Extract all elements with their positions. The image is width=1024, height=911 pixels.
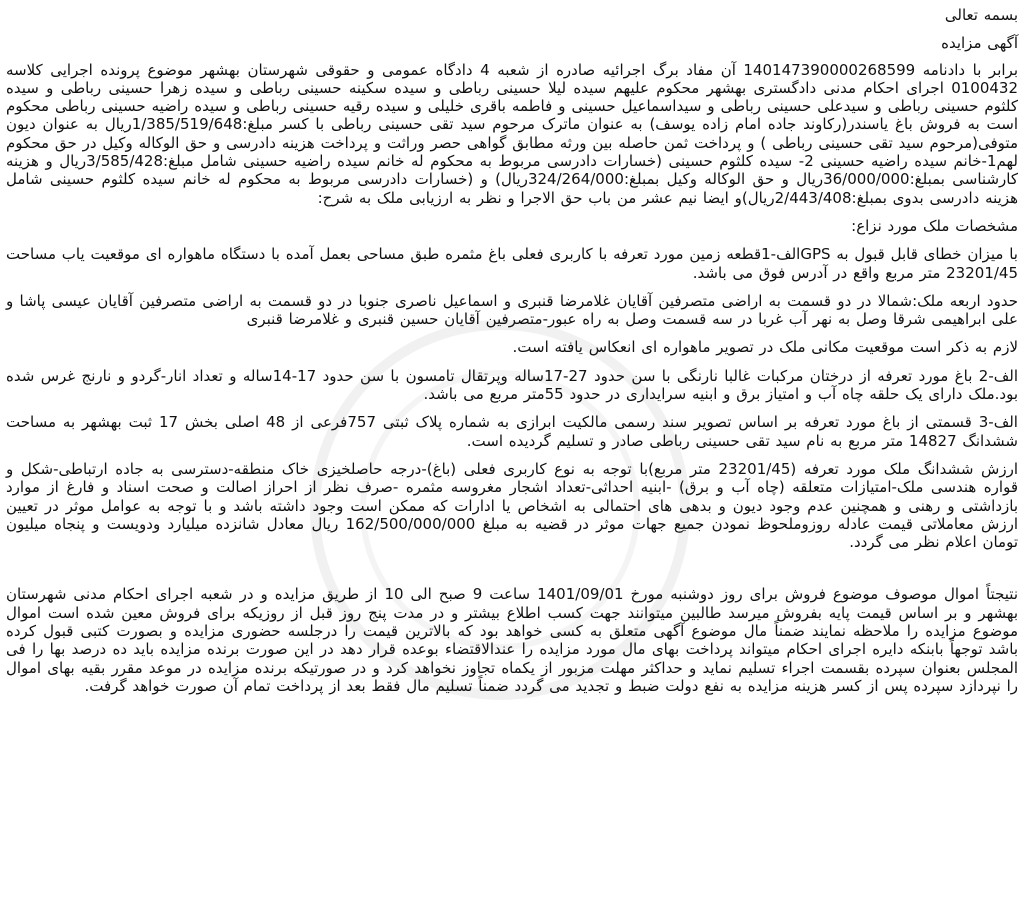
notice-title: آگهی مزایده [941,34,1018,53]
valuation-paragraph: ارزش ششدانگ ملک مورد تعرفه (23201/45 متر مربع)با توجه به نوع کاربری فعلی (باغ)-درجه حاصلخیزی خاک منطقه-دسترسی به جاده ارتباطی-شکل و قواره هندسی ملک-امتیازات متعلقه (چاه آب و برق) -ابنیه احداثی-تعداد اشجار مغروسه مثمره -صرف نظر از احراز اصالت و صحت اسناد و فارغ از موارد بازداشتی و رهنی و همچنین عدم وجود دیون و بدهی های احتمالی به اشخاص یا ادارات که ممکن است وجود داشته باشد و با توجه به عوامل موثر در تعیین ارزش معاملاتی قیمت عادله روزوملحوظ نمودن جمیع جهات موثر در قضیه به مبلغ 162/500/000/000 ریال معادل شانزده میلیارد ودویست و پنجاه میلیون تومان اعلام نظر می گردد. [6,459,1019,552]
property-specs-heading: مشخصات ملک مورد نزاع: [851,216,1018,235]
satellite-note: لازم به ذکر است موقعیت مکانی ملک در تصویر ماهواره ای انعکاس یافته است. [512,338,1018,357]
invocation-heading: بسمه تعالی [944,6,1018,24]
item-alef-2-paragraph: الف-2 باغ مورد تعرفه از درختان مرکبات غالبا نارنگی با سن حدود 27-17ساله وپرتقال تامسون با سن حدود 17-14ساله و تعداد انار-گردو و نارنج غرس شده بود.ملک دارای یک حلقه چاه آب و امتیاز برق و ابنیه سرایداری در حدود 55متر مربع می باشد. [6,366,1019,404]
item-alef-3-paragraph: الف-3 قسمتی از باغ مورد تعرفه بر اساس تصویر سند رسمی مالکیت ابرازی به شماره پلاک ثبتی 757فرعی از 48 اصلی بخش 17 ثبت بهشهر به مساحت ششدانگ 14827 متر مربع به نام سید تقی حسینی رباطی صادر و تسلیم گردیده است. [6,413,1018,450]
intro-paragraph: برابر با دادنامه 140147390000268599 آن مفاد برگ اجرائیه صادره از شعبه 4 دادگاه عمومی و حقوقی شهرستان بهشهر موضوع پرونده اجرایی کلاسه 0100432 اجرای احکام مدنی دادگستری بهشهر محکوم علیهم سیده لیلا حسینی رباطی و سیده سکینه حسینی رباطی و سیده زهرا حسینی رباطی و سیده کلثوم حسینی رباطی و سیدعلی حسینی رباطی و سیداسماعیل حسینی و فاطمه باقری خلیلی و سیده رقیه حسینی رباطی و سیده راضیه حسینی رباطی محکوم است به فروش باغ یاسندر(رکاوند جاده امام زاده یوسف) به عنوان ماترک مرحوم سید تقی حسینی رباطی با کسر مبلغ:1/385/519/648ریال به عنوان دیون متوفی(مرحوم سید تقی حسینی رباطی ) و پرداخت ثمن حاصله بین ورثه مطابق گواهی حصر وراثت و پرداخت هزینه دادرسی و حق الوکاله وکیل در حق محکوم لهم1-خانم سیده راضیه حسینی 2- سیده کلثوم حسینی (خسارات دادرسی مربوط به محکوم له خانم سیده راضیه حسینی شامل مبلغ:3/585/428ریال و هزینه کارشناسی بمبلغ:36/000/000ریال و حق الوکاله وکیل بمبلغ:324/264/000ریال) و (خسارات دادرسی مربوط به محکوم له خانم سیده کلثوم حسینی شامل هزینه دادرسی بدوی بمبلغ:2/443/408ریال)و ایضا نیم عشر من باب حق الاجرا و نظر به ارزیابی ملک به شرح: [6,60,1019,207]
item-alef-1-paragraph: با میزان خطای قابل قبول به GPSالف-1قطعه زمین مورد تعرفه با کاربری فعلی باغ مثمره طبق مساحی بعمل آمده با دستگاه ماهواره ای موقعیت یاب مساحت 23201/45 متر مربع واقع در آدرس فوق می باشد. [6,245,1018,282]
boundaries-paragraph: حدود اربعه ملک:شمالا در دو قسمت به اراضی متصرفین آقایان غلامرضا قنبری و اسماعیل ناصری جنوبا در دو قسمت به اراضی متصرفین آقایان عیسی پاشا و علی ابراهیمی شرقا وصل به نهر آب غربا در سه قسمت وصل به راه عبور-متصرفین آقایان حسین قنبری و غلامرضا قنبری [6,291,1018,329]
conclusion-paragraph: نتیجتاً اموال موصوف موضوع فروش برای روز دوشنبه مورخ 1401/09/01 ساعت 9 صبح الی 10 از طریق مزایده و در شعبه اجرای احکام مدنی شهرستان بهشهر و بر اساس قیمت پایه بفروش میرسد طالبین میتوانند جهت کسب اطلاع بیشتر و در مدت پنج روز قبل از روزیکه برای فروش معین شده است اموال موضوع مزایده را ملاحظه نمایند ضمناً مال موضوع آگهی متعلق به کسی خواهد بود که بالاترین قیمت را درجلسه حضوری مزایده و بصورت کتبی قبول کرده باشد توجهاً بابنکه دایره اجرای احکام میتواند پرداخت بهای مال مورد مزایده را عندالاقتضاء بوعده قرار دهد در این صورت برنده مزایده باید ده درصد بها را فی المجلس بعنوان سپرده بقسمت اجراء تسلیم نماید و حداکثر مهلت مزبور از یکماه تجاوز نخواهد کرد و در صورتیکه برنده مزایده در موعد مقرر بقیه بهای اموال را نپردازد سپرده پس از کسر هزینه مزایده به نفع دولت ضبط و تجدید می گردد ضمناً تسلیم مال فقط بعد از پرداخت تمام آن صورت خواهد گرفت. [6,585,1018,695]
